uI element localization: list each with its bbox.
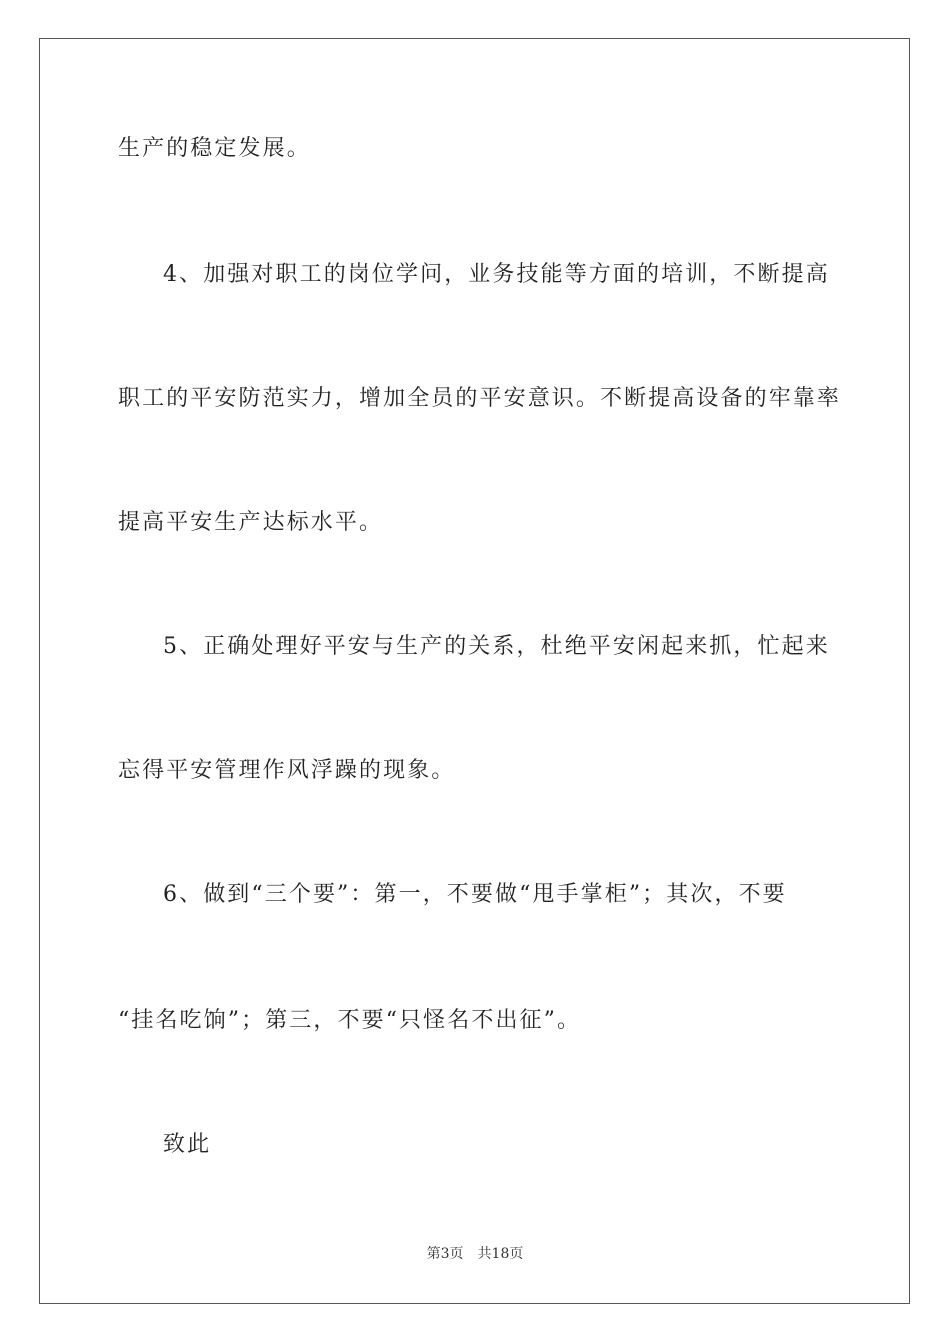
total-pages: 共18页 — [477, 1246, 524, 1262]
paragraph-line: 5、正确处理好平安与生产的关系，杜绝平安闲起来抓，忙起来 — [163, 634, 830, 659]
paragraph-line: 忘得平安管理作风浮躁的现象。 — [118, 758, 456, 783]
page-border — [39, 38, 910, 1304]
paragraph-line: 提高平安生产达标水平。 — [118, 510, 384, 535]
paragraph-line: 生产的稳定发展。 — [118, 136, 311, 161]
page-number: 第3页 — [426, 1246, 464, 1262]
page-footer — [0, 1245, 950, 1263]
paragraph-line: 职工的平安防范实力，增加全员的平安意识。不断提高设备的牢靠率 — [118, 386, 842, 411]
paragraph-line: 4、加强对职工的岗位学问，业务技能等方面的培训，不断提高 — [163, 262, 830, 287]
paragraph-line: 6、做到“三个要”：第一，不要做“甩手掌柜”；其次，不要 — [163, 882, 787, 907]
paragraph-line: “挂名吃饷”；第三，不要“只怪名不出征”。 — [118, 1008, 582, 1033]
closing-line: 致此 — [163, 1132, 212, 1157]
